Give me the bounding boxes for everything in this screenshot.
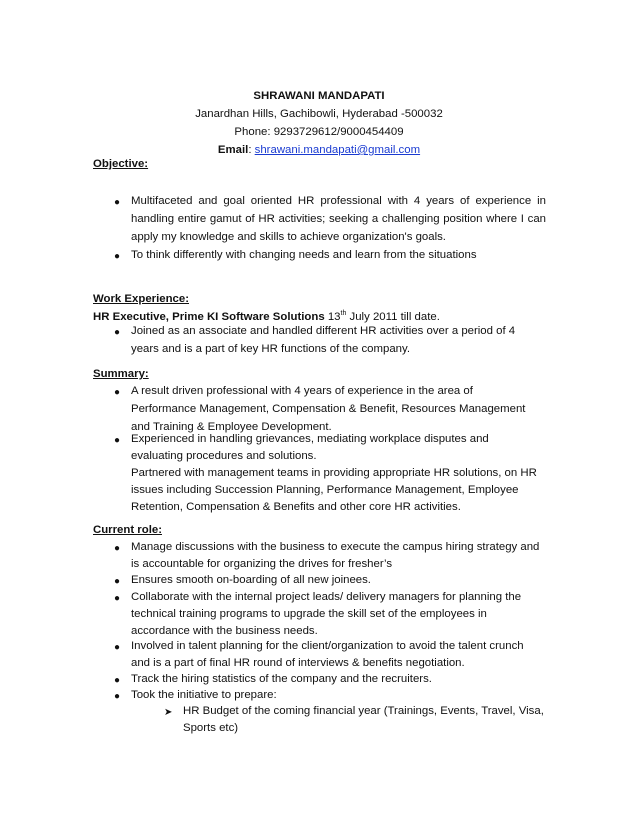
objective-heading: Objective:: [93, 158, 149, 170]
objective-item-2-line-1: To think differently with changing needs and learn from the situations: [131, 249, 477, 261]
role-item-1-line-2: is accountable for organizing the drives for fresher’s: [131, 558, 393, 570]
address-line: Janardhan Hills, Gachibowli, Hyderabad -500032: [195, 108, 443, 120]
bullet-icon: ●: [114, 197, 121, 208]
summary-item-1-line-1: A result driven professional with 4 years of experience in the area of: [131, 385, 473, 397]
role-subitem-1-line-1: HR Budget of the coming financial year (Trainings, Events, Travel, Visa,: [183, 705, 544, 717]
email-label: Email: [217, 144, 249, 156]
bullet-icon: ●: [114, 691, 121, 702]
role-item-4-line-1: Involved in talent planning for the client/organization to avoid the talent crunch: [131, 640, 524, 652]
work-item-1-line-1: Joined as an associate and handled different HR activities over a period of 4: [131, 325, 516, 337]
bullet-icon: ●: [114, 576, 121, 587]
phone-line: Phone: 9293729612/9000454409: [234, 126, 404, 138]
summary-heading: Summary:: [93, 368, 149, 380]
job-start-ordinal: th: [340, 310, 347, 318]
job-start-rest: July 2011 till date.: [346, 311, 440, 323]
bullet-icon: ●: [114, 593, 121, 604]
objective-item-1-line-2: handling entire gamut of HR activities; seeking a challenging position where I can: [131, 213, 546, 225]
summary-item-2-line-5: Retention, Compensation & Benefits and other core HR activities.: [131, 501, 461, 513]
role-item-2-line-1: Ensures smooth on-boarding of all new joinees.: [131, 574, 371, 586]
work-experience-heading: Work Experience:: [93, 293, 190, 305]
candidate-name: SHRAWANI MANDAPATI: [253, 90, 385, 102]
bullet-icon: ●: [114, 642, 121, 653]
resume-header: [0, 87, 638, 159]
email-link[interactable]: shrawani.mandapati@gmail.com: [254, 144, 421, 156]
summary-item-2-line-2: evaluating procedures and solutions.: [131, 450, 317, 462]
summary-item-1-line-2: Performance Management, Compensation & Benefit, Resources Management: [131, 403, 526, 415]
bullet-icon: ●: [114, 435, 121, 446]
summary-item-2-line-4: issues including Succession Planning, Performance Management, Employee: [131, 484, 519, 496]
objective-item-1-line-3: apply my knowledge and skills to achieve organization's goals.: [131, 231, 446, 243]
role-item-4-line-2: and is a part of final HR round of interviews & benefits negotiation.: [131, 657, 465, 669]
job-start-day: 13: [324, 311, 341, 323]
role-item-3-line-1: Collaborate with the internal project leads/ delivery managers for planning the: [131, 591, 522, 603]
bullet-icon: ●: [114, 387, 121, 398]
arrow-bullet-icon: ➤: [164, 707, 173, 718]
bullet-icon: ●: [114, 543, 121, 554]
work-item-1-line-2: years and is a part of key HR functions of the company.: [131, 343, 410, 355]
summary-item-1-line-3: and Training & Employee Development.: [131, 421, 332, 433]
job-title: HR Executive, Prime KI Software Solutions: [93, 311, 325, 323]
role-item-3-line-2: technical training programs to upgrade the skill set of the employees in: [131, 608, 487, 620]
objective-item-1-line-1: Multifaceted and goal oriented HR professional with 4 years of experience in: [131, 195, 546, 207]
bullet-icon: ●: [114, 675, 121, 686]
bullet-icon: ●: [114, 251, 121, 262]
email-separator: :: [248, 144, 255, 156]
role-item-1-line-1: Manage discussions with the business to execute the campus hiring strategy and: [131, 541, 540, 553]
bullet-icon: ●: [114, 327, 121, 338]
role-item-6-line-1: Took the initiative to prepare:: [131, 689, 277, 701]
role-item-5-line-1: Track the hiring statistics of the company and the recruiters.: [131, 673, 432, 685]
role-item-3-line-3: accordance with the business needs.: [131, 625, 318, 637]
current-role-heading: Current role:: [93, 524, 162, 536]
summary-item-2-line-1: Experienced in handling grievances, mediating workplace disputes and: [131, 433, 489, 445]
role-subitem-1-line-2: Sports etc): [183, 722, 239, 734]
summary-item-2-line-3: Partnered with management teams in providing appropriate HR solutions, on HR: [131, 467, 537, 479]
